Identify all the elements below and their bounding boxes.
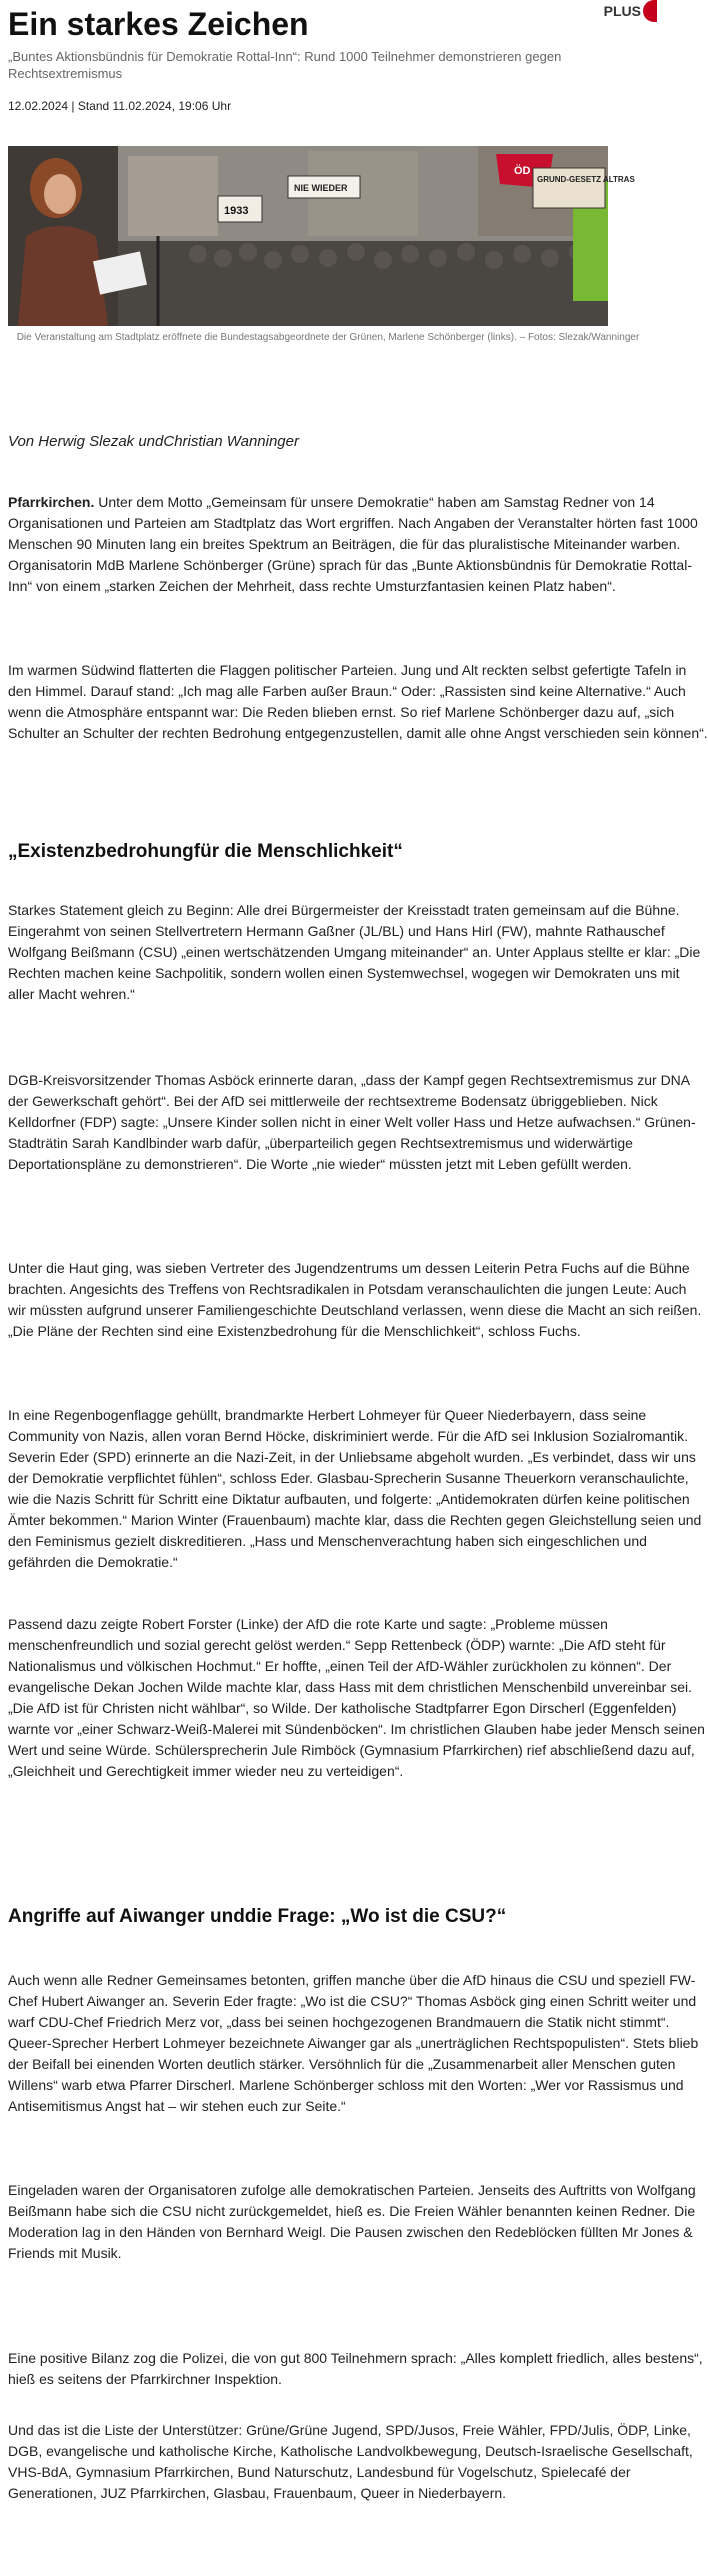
- photo-speaker-face: [44, 174, 76, 214]
- paragraph-6: In eine Regenbogenflagge gehüllt, brandmarkte Herbert Lohmeyer für Queer Niederbayern, dass seine Community von Nazis, allen voran Bernd Höcke, diskriminiert werde. Für die AfD sei Inklusion Sozialromantik. Severin Eder (SPD) erinnerte an die Nazi-Zeit, in der Unliebsame abgeholt wurden. „Es verbindet, dass wir uns der Demokratie verpflichtet fühlen“, schloss Eder. Glasbau-Sprecherin Susanne Theuerkorn veranschaulichte, wie die Nazis Schritt für Schritt eine Diktatur aufbauten, und folgerte: „Antidemokraten dürfen keine politischen Ämter bekommen.“ Marion Winter (Frauenbaum) machte klar, dass die Rechten gegen Gleichstellung seien und den Feminismus gezielt diskreditieren. „Hass und Menschenverachtung haben sich eingeschlichen und gefährden die Demokratie.“: [8, 1407, 702, 1570]
- plus-label: PLUS: [603, 3, 641, 19]
- paragraph-7: Passend dazu zeigte Robert Forster (Linke) der AfD die rote Karte und sagte: „Probleme müssen menschenfreundlich und sozial gerecht gelöst werden.“ Sepp Rettenbeck (ÖDP) warnte: „Die AfD steht für Nationalismus und völkischen Hochmut.“ Er hoffte, „einen Teil der AfD-Wähler zurückholen zu können“. Der evangelische Dekan Jochen Wilde machte klar, dass Hass mit dem christlichen Menschenbild unvereinbar sei. „Die AfD ist für Christen nicht wählbar“, so Wilde. Der katholische Stadtpfarrer Egon Dirscherl (Eggenfelden) warnte vor „einer Schwarz-Weiß-Malerei mit Sündenböcken“. Im christlichen Glauben habe jeder Mensch seinen Wert und seine Würde. Schülersprecherin Jule Rimböck (Gymnasium Pfarrkirchen) rief abschließend dazu auf, „Gleichheit und Gerechtigkeit immer wieder neu zu verteidigen“.: [8, 1616, 705, 1779]
- paragraph-4: DGB-Kreisvorsitzender Thomas Asböck erinnerte daran, „dass der Kampf gegen Rechtsextremismus zur DNA der Gewerkschaft gehört“. Bei der AfD sei mittlerweile der rechtsextreme Bodensatz übriggeblieben. Nick Kelldorfner (FDP) sagte: „Unsere Kinder sollen nicht in einer Welt voller Hass und Hetze aufwachsen.“ Grünen-Stadträtin Sarah Kandlbinder warb dafür, „überparteilich gegen Rechtsextremismus und widerwärtige Deportationspläne zu demonstrieren“. Die Worte „nie wieder“ müssten jetzt mit Leben gefüllt werden.: [8, 1072, 696, 1172]
- paragraph-5: Unter die Haut ging, was sieben Vertreter des Jugendzentrums um dessen Leiterin Petra Fuchs auf die Bühne brachten. Angesichts des Treffens von Rechtsradikalen in Potsdam veranschaulichten die jungen Leute: Auch wir müssten aufgrund unserer Familiengeschichte Deutschland verlassen, wenn diese die Macht an sich reißen. „Die Pläne der Rechten sind eine Existenzbedrohung für die Menschlichkeit“, schloss Fuchs.: [8, 1260, 702, 1339]
- paragraph-3: Starkes Statement gleich zu Beginn: Alle drei Bürgermeister der Kreisstadt traten gemeinsam auf die Bühne. Eingerahmt von seinen Stellvertretern Hermann Gaßner (JL/BL) und Hans Hirl (FW), mahnte Rathauschef Wolfgang Beißmann (CSU) „einen wertschätzenden Umgang miteinander“ an. Unter Applaus stellte er klar: „Die Rechten machen keine Sachpolitik, sondern wollen einen Systemwechsel, wogegen wir Demokraten uns mit aller Macht wehren.“: [8, 902, 701, 1002]
- article-dateline: 12.02.2024 | Stand 11.02.2024, 19:06 Uhr: [8, 99, 232, 113]
- article-byline: Von Herwig Slezak undChristian Wanninger: [8, 433, 299, 450]
- photo-building-1: [128, 156, 218, 236]
- plus-badge[interactable]: [604, 0, 657, 22]
- paragraph-1: [8, 492, 708, 597]
- photo-caption: Die Veranstaltung am Stadtplatz eröffnete die Bundestagsabgeordnete der Grünen, Marlene Schönberger (links). – Fotos: Slezak/Wanninger: [16, 332, 640, 343]
- photo-speaker-coat: [18, 226, 108, 326]
- lead-location: Pfarrkirchen.: [8, 494, 95, 510]
- paragraph-1-text: Unter dem Motto „Gemeinsam für unsere Demokratie“ haben am Samstag Redner von 14 Organisationen und Parteien am Stadtplatz das Wort ergriffen. Nach Angaben der Veranstalter hörten fast 1000 Menschen 90 Minuten lang ein breites Spektrum an Beiträgen, die für das pluralistische Miteinander warben. Organisatorin MdB Marlene Schönberger (Grüne) sprach für das „Bunte Aktionsbündnis für Demokratie Rottal-Inn“ von einem „starken Zeichen der Mehrheit, dass rechte Umsturzfantasien keinen Platz haben“.: [8, 494, 698, 594]
- photo-sign-center-text: NIE WIEDER: [294, 183, 348, 193]
- paragraph-10: Eine positive Bilanz zog die Polizei, die von gut 800 Teilnehmern sprach: „Alles komplett friedlich, alles bestens“, hieß es seitens der Pfarrkirchner Inspektion.: [8, 2350, 703, 2387]
- paragraph-2: Im warmen Südwind flatterten die Flaggen politischer Parteien. Jung und Alt reckten selbst gefertigte Tafeln in den Himmel. Darauf stand: „Ich mag alle Farben außer Braun.“ Oder: „Rassisten sind keine Alternative.“ Auch wenn die Atmosphäre entspannt war: Die Reden blieben ernst. So rief Marlene Schönberger dazu auf, „sich Schulter an Schulter der rechten Bedrohung entgegenzustellen, damit alle ohne Angst verschieden sein können“.: [8, 662, 708, 741]
- article-photo[interactable]: [8, 146, 635, 326]
- paragraph-11: Und das ist die Liste der Unterstützer: Grüne/Grüne Jugend, SPD/Jusos, Freie Wähler, FPD/Julis, ÖDP, Linke, DGB, evangelische und katholische Kirche, Katholische Landvolkbewegung, Deutsch-Israelische Gesellschaft, VHS-BdA, Gymnasium Pfarrkirchen, Bund Naturschutz, Landesbund für Vogelschutz, Spielecafé der Generationen, JUZ Pfarrkirchen, Glasbau, Frauenbaum, Queer in Niederbayern.: [8, 2422, 693, 2501]
- article-teaser: „Buntes Aktionsbündnis für Demokratie Rottal-Inn“: Rund 1000 Teilnehmer demonstrieren gegen Rechtsextremismus: [8, 49, 562, 81]
- photo-flag-text: ÖD: [514, 165, 531, 177]
- subheading-1: „Existenzbedrohungfür die Menschlichkeit“: [8, 841, 403, 862]
- article-title: Ein starkes Zeichen: [8, 6, 309, 42]
- photo-sign-right: [533, 168, 605, 208]
- photo-illustration: [8, 146, 635, 326]
- paragraph-9: Eingeladen waren der Organisatoren zufolge alle demokratischen Parteien. Jenseits des Auftritts von Wolfgang Beißmann habe sich die CSU nicht zurückgemeldet, hieß es. Die Freien Wähler benannten keinen Redner. Die Moderation lag in den Händen von Bernhard Weigl. Die Pausen zwischen den Redeblöcken füllten Mr Jones & Friends mit Musik.: [8, 2182, 696, 2261]
- photo-sign-right-text: GRUND-GESETZ ALTRAS: [537, 175, 635, 184]
- photo-sign-left-text: 1933: [224, 205, 249, 217]
- subheading-2: Angriffe auf Aiwanger unddie Frage: „Wo ist die CSU?“: [8, 1906, 507, 1927]
- paragraph-8: Auch wenn alle Redner Gemeinsames betonten, griffen manche über die AfD hinaus die CSU und speziell FW-Chef Hubert Aiwanger an. Severin Eder fragte: „Wo ist die CSU?“ Thomas Asböck ging einen Schritt weiter und warf CDU-Chef Friedrich Merz vor, „dass bei seinen hochgezogenen Brandmauern die Statik nicht stimmt“. Queer-Sprecher Herbert Lohmeyer bezeichnete Aiwanger gar als „unerträglichen Rechtspopulisten“. Stets blieb der Beifall bei einenden Worten deutlich stärker. Versöhnlich für die „Zusammenarbeit aller Menschen guten Willens“ warb etwa Pfarrer Dirscherl. Marlene Schönberger schloss mit den Worten: „Wer vor Rassismus und Antisemitismus Angst hat – wir stehen euch zur Seite.“: [8, 1972, 699, 2114]
- plus-dot-icon: [643, 0, 657, 22]
